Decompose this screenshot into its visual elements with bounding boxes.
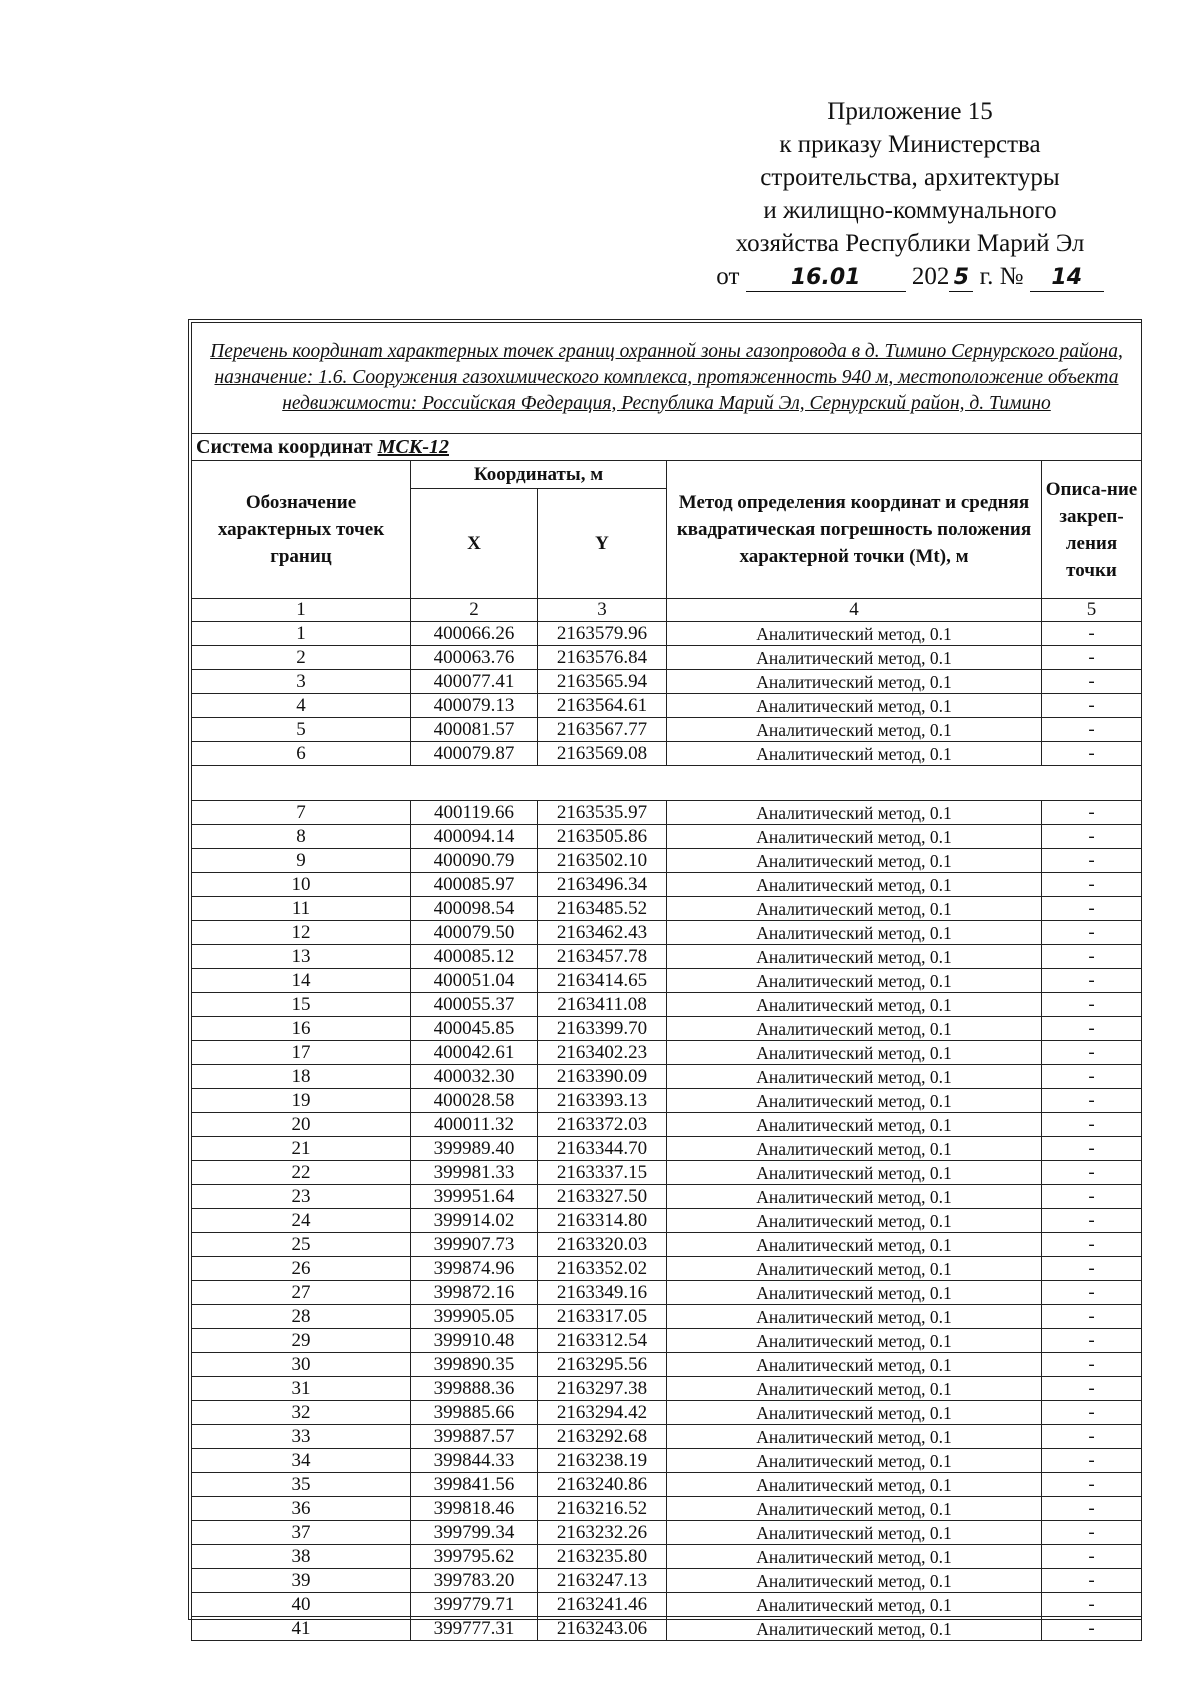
- cell-coord-y: 2163535.97: [538, 801, 667, 825]
- cell-coord-y: 2163243.06: [538, 1617, 667, 1641]
- cell-coord-x: 399890.35: [411, 1353, 538, 1377]
- cell-description: -: [1042, 1161, 1142, 1185]
- cell-coord-y: 2163564.61: [538, 694, 667, 718]
- cell-description: -: [1042, 1017, 1142, 1041]
- cell-point-number: 5: [192, 718, 411, 742]
- cell-description: -: [1042, 718, 1142, 742]
- table-row: [192, 969, 1142, 993]
- cell-point-number: 31: [192, 1377, 411, 1401]
- table-row: [192, 742, 1142, 766]
- cell-coord-y: 2163295.56: [538, 1353, 667, 1377]
- cell-point-number: 18: [192, 1065, 411, 1089]
- cell-coord-y: 2163352.02: [538, 1257, 667, 1281]
- cell-method: Аналитический метод, 0.1: [667, 1401, 1042, 1425]
- cell-point-number: 30: [192, 1353, 411, 1377]
- order-year-prefix: 202: [911, 263, 950, 290]
- column-number-row: [192, 599, 1142, 622]
- cell-description: -: [1042, 742, 1142, 766]
- cell-coord-y: 2163569.08: [538, 742, 667, 766]
- cell-description: -: [1042, 1353, 1142, 1377]
- cell-point-number: 10: [192, 873, 411, 897]
- cell-coord-x: 400045.85: [411, 1017, 538, 1041]
- header-line-3: строительства, архитектуры: [760, 164, 1060, 191]
- cell-method: Аналитический метод, 0.1: [667, 1545, 1042, 1569]
- cell-point-number: 19: [192, 1089, 411, 1113]
- cell-description: -: [1042, 1425, 1142, 1449]
- cell-coord-y: 2163216.52: [538, 1497, 667, 1521]
- cell-coord-y: 2163344.70: [538, 1137, 667, 1161]
- cell-coord-y: 2163457.78: [538, 945, 667, 969]
- cell-coord-y: 2163402.23: [538, 1041, 667, 1065]
- cell-coord-x: 400032.30: [411, 1065, 538, 1089]
- cell-point-number: 20: [192, 1113, 411, 1137]
- column-number: 5: [1042, 599, 1142, 622]
- cell-coord-y: 2163235.80: [538, 1545, 667, 1569]
- table-row: [192, 622, 1142, 646]
- cell-method: Аналитический метод, 0.1: [667, 1305, 1042, 1329]
- cell-method: Аналитический метод, 0.1: [667, 646, 1042, 670]
- coordinates-table: [191, 322, 1142, 1641]
- cell-method: Аналитический метод, 0.1: [667, 1593, 1042, 1617]
- cell-coord-x: 399885.66: [411, 1401, 538, 1425]
- table-row: [192, 1017, 1142, 1041]
- header-line-4: и жилищно-коммунального: [763, 197, 1057, 224]
- cell-description: -: [1042, 1449, 1142, 1473]
- table-row: [192, 694, 1142, 718]
- cell-coord-x: 399981.33: [411, 1161, 538, 1185]
- cell-point-number: 6: [192, 742, 411, 766]
- table-row: [192, 1377, 1142, 1401]
- table-row: [192, 1401, 1142, 1425]
- col-header-coordinates: Координаты, м: [411, 461, 667, 489]
- cell-coord-x: 400079.50: [411, 921, 538, 945]
- cell-description: -: [1042, 1089, 1142, 1113]
- cell-coord-y: 2163399.70: [538, 1017, 667, 1041]
- cell-coord-x: 399783.20: [411, 1569, 538, 1593]
- cell-description: -: [1042, 1305, 1142, 1329]
- cell-method: Аналитический метод, 0.1: [667, 1569, 1042, 1593]
- table-row: [192, 718, 1142, 742]
- cell-coord-y: 2163462.43: [538, 921, 667, 945]
- table-row: [192, 873, 1142, 897]
- cell-point-number: 27: [192, 1281, 411, 1305]
- cell-description: -: [1042, 1185, 1142, 1209]
- cell-coord-x: 399844.33: [411, 1449, 538, 1473]
- cell-coord-x: 399910.48: [411, 1329, 538, 1353]
- table-row: [192, 1281, 1142, 1305]
- order-number: 14: [1030, 265, 1104, 292]
- cell-coord-x: 399841.56: [411, 1473, 538, 1497]
- table-row: [192, 921, 1142, 945]
- cell-point-number: 16: [192, 1017, 411, 1041]
- col-header-point: Обозначение характерных точек границ: [192, 461, 411, 599]
- cell-coord-x: 400079.13: [411, 694, 538, 718]
- cell-coord-y: 2163390.09: [538, 1065, 667, 1089]
- group-separator-row: [192, 766, 1142, 801]
- cell-point-number: 40: [192, 1593, 411, 1617]
- cell-coord-x: 400011.32: [411, 1113, 538, 1137]
- cell-method: Аналитический метод, 0.1: [667, 1161, 1042, 1185]
- cell-description: -: [1042, 825, 1142, 849]
- table-row: [192, 1329, 1142, 1353]
- cell-point-number: 28: [192, 1305, 411, 1329]
- cell-coord-x: 400077.41: [411, 670, 538, 694]
- table-row: [192, 849, 1142, 873]
- cell-point-number: 38: [192, 1545, 411, 1569]
- document-header: [690, 95, 1130, 293]
- cell-point-number: 17: [192, 1041, 411, 1065]
- cell-point-number: 12: [192, 921, 411, 945]
- cell-coord-x: 400028.58: [411, 1089, 538, 1113]
- cell-method: Аналитический метод, 0.1: [667, 1281, 1042, 1305]
- table-row: [192, 1305, 1142, 1329]
- cell-description: -: [1042, 670, 1142, 694]
- cell-coord-x: 399799.34: [411, 1521, 538, 1545]
- cell-method: Аналитический метод, 0.1: [667, 1377, 1042, 1401]
- cell-coord-y: 2163576.84: [538, 646, 667, 670]
- cell-description: -: [1042, 1545, 1142, 1569]
- cell-coord-y: 2163240.86: [538, 1473, 667, 1497]
- table-title: Перечень координат характерных точек границ охранной зоны газопровода в д. Тимино Сернурского района, назначение: 1.6. Сооружения газохимического комплекса, протяженность 940 м, местоположение объекта недвижимости: Российская Федерация, Республика Марий Эл, Сернурский район, д. Тимино: [192, 323, 1142, 434]
- cell-point-number: 2: [192, 646, 411, 670]
- column-number: 4: [667, 599, 1042, 622]
- cell-point-number: 26: [192, 1257, 411, 1281]
- cell-method: Аналитический метод, 0.1: [667, 1617, 1042, 1641]
- cell-coord-x: 399872.16: [411, 1281, 538, 1305]
- cell-coord-y: 2163241.46: [538, 1593, 667, 1617]
- header-line-2: к приказу Министерства: [779, 131, 1041, 158]
- cell-description: -: [1042, 1065, 1142, 1089]
- cell-method: Аналитический метод, 0.1: [667, 1089, 1042, 1113]
- col-header-x: X: [411, 489, 538, 599]
- column-number: 3: [538, 599, 667, 622]
- cell-coord-x: 399887.57: [411, 1425, 538, 1449]
- cell-coord-x: 399914.02: [411, 1209, 538, 1233]
- cell-description: -: [1042, 1593, 1142, 1617]
- cell-point-number: 32: [192, 1401, 411, 1425]
- cell-coord-x: 399888.36: [411, 1377, 538, 1401]
- cell-point-number: 41: [192, 1617, 411, 1641]
- cell-coord-y: 2163496.34: [538, 873, 667, 897]
- cell-description: -: [1042, 1209, 1142, 1233]
- cell-description: -: [1042, 646, 1142, 670]
- table-row: [192, 1185, 1142, 1209]
- table-row: [192, 1161, 1142, 1185]
- col-header-y: Y: [538, 489, 667, 599]
- cell-coord-y: 2163372.03: [538, 1113, 667, 1137]
- cell-method: Аналитический метод, 0.1: [667, 921, 1042, 945]
- cell-description: -: [1042, 1497, 1142, 1521]
- cell-description: -: [1042, 873, 1142, 897]
- table-row: [192, 1041, 1142, 1065]
- cell-coord-x: 399818.46: [411, 1497, 538, 1521]
- cell-method: Аналитический метод, 0.1: [667, 1113, 1042, 1137]
- cell-point-number: 8: [192, 825, 411, 849]
- table-row: [192, 1545, 1142, 1569]
- cell-method: Аналитический метод, 0.1: [667, 1521, 1042, 1545]
- cell-method: Аналитический метод, 0.1: [667, 1449, 1042, 1473]
- cell-description: -: [1042, 622, 1142, 646]
- cell-coord-x: 400090.79: [411, 849, 538, 873]
- cell-description: -: [1042, 1377, 1142, 1401]
- cell-coord-y: 2163232.26: [538, 1521, 667, 1545]
- column-number: 2: [411, 599, 538, 622]
- cell-coord-x: 400119.66: [411, 801, 538, 825]
- table-row: [192, 825, 1142, 849]
- cell-point-number: 22: [192, 1161, 411, 1185]
- cell-description: -: [1042, 1257, 1142, 1281]
- cell-point-number: 37: [192, 1521, 411, 1545]
- cell-coord-x: 400079.87: [411, 742, 538, 766]
- cell-coord-x: 400081.57: [411, 718, 538, 742]
- cell-point-number: 23: [192, 1185, 411, 1209]
- cell-coord-x: 400094.14: [411, 825, 538, 849]
- table-row: [192, 1113, 1142, 1137]
- cell-description: -: [1042, 1521, 1142, 1545]
- cell-coord-y: 2163297.38: [538, 1377, 667, 1401]
- cell-coord-y: 2163485.52: [538, 897, 667, 921]
- table-row: [192, 1137, 1142, 1161]
- cell-description: -: [1042, 1041, 1142, 1065]
- cell-method: Аналитический метод, 0.1: [667, 1425, 1042, 1449]
- table-row: [192, 1593, 1142, 1617]
- table-row: [192, 646, 1142, 670]
- coordinate-system-row: [192, 434, 1142, 461]
- cell-coord-y: 2163312.54: [538, 1329, 667, 1353]
- cell-coord-x: 400042.61: [411, 1041, 538, 1065]
- cell-method: Аналитический метод, 0.1: [667, 873, 1042, 897]
- table-row: [192, 1257, 1142, 1281]
- cell-coord-x: 400063.76: [411, 646, 538, 670]
- cell-coord-y: 2163314.80: [538, 1209, 667, 1233]
- table-row: [192, 1497, 1142, 1521]
- cell-method: Аналитический метод, 0.1: [667, 1209, 1042, 1233]
- cell-coord-x: 399905.05: [411, 1305, 538, 1329]
- cell-method: Аналитический метод, 0.1: [667, 1353, 1042, 1377]
- cell-point-number: 15: [192, 993, 411, 1017]
- cell-coord-x: 399874.96: [411, 1257, 538, 1281]
- table-row: [192, 1089, 1142, 1113]
- cell-description: -: [1042, 897, 1142, 921]
- table-row: [192, 1425, 1142, 1449]
- cell-point-number: 21: [192, 1137, 411, 1161]
- table-row: [192, 945, 1142, 969]
- group-separator-cell: [192, 766, 1142, 801]
- cell-description: -: [1042, 694, 1142, 718]
- cell-method: Аналитический метод, 0.1: [667, 718, 1042, 742]
- cell-point-number: 39: [192, 1569, 411, 1593]
- cell-coord-y: 2163327.50: [538, 1185, 667, 1209]
- table-row: [192, 1521, 1142, 1545]
- cell-method: Аналитический метод, 0.1: [667, 825, 1042, 849]
- cell-method: Аналитический метод, 0.1: [667, 1233, 1042, 1257]
- header-line-1: Приложение 15: [827, 98, 993, 125]
- cell-coord-x: 400085.12: [411, 945, 538, 969]
- cell-point-number: 36: [192, 1497, 411, 1521]
- cell-description: -: [1042, 801, 1142, 825]
- header-line-5: хозяйства Республики Марий Эл: [735, 230, 1085, 257]
- table-row: [192, 670, 1142, 694]
- cell-coord-y: 2163411.08: [538, 993, 667, 1017]
- cell-point-number: 4: [192, 694, 411, 718]
- cell-point-number: 33: [192, 1425, 411, 1449]
- cell-method: Аналитический метод, 0.1: [667, 1257, 1042, 1281]
- table-row: [192, 897, 1142, 921]
- cell-point-number: 1: [192, 622, 411, 646]
- coordinate-system-label: Система координат: [196, 435, 373, 458]
- cell-coord-y: 2163349.16: [538, 1281, 667, 1305]
- cell-coord-y: 2163393.13: [538, 1089, 667, 1113]
- cell-coord-y: 2163567.77: [538, 718, 667, 742]
- cell-coord-x: 400055.37: [411, 993, 538, 1017]
- cell-method: Аналитический метод, 0.1: [667, 694, 1042, 718]
- cell-coord-y: 2163414.65: [538, 969, 667, 993]
- cell-point-number: 11: [192, 897, 411, 921]
- cell-method: Аналитический метод, 0.1: [667, 801, 1042, 825]
- cell-description: -: [1042, 1281, 1142, 1305]
- cell-method: Аналитический метод, 0.1: [667, 849, 1042, 873]
- cell-coord-y: 2163579.96: [538, 622, 667, 646]
- cell-point-number: 13: [192, 945, 411, 969]
- table-row: [192, 1473, 1142, 1497]
- column-number: 1: [192, 599, 411, 622]
- cell-point-number: 34: [192, 1449, 411, 1473]
- cell-point-number: 14: [192, 969, 411, 993]
- cell-coord-y: 2163294.42: [538, 1401, 667, 1425]
- cell-method: Аналитический метод, 0.1: [667, 1017, 1042, 1041]
- cell-coord-y: 2163247.13: [538, 1569, 667, 1593]
- cell-description: -: [1042, 969, 1142, 993]
- cell-coord-y: 2163505.86: [538, 825, 667, 849]
- cell-method: Аналитический метод, 0.1: [667, 1137, 1042, 1161]
- cell-description: -: [1042, 1233, 1142, 1257]
- cell-method: Аналитический метод, 0.1: [667, 1473, 1042, 1497]
- cell-description: -: [1042, 1569, 1142, 1593]
- table-row: [192, 1449, 1142, 1473]
- cell-method: Аналитический метод, 0.1: [667, 945, 1042, 969]
- cell-method: Аналитический метод, 0.1: [667, 670, 1042, 694]
- order-mid: г. №: [979, 263, 1024, 290]
- cell-method: Аналитический метод, 0.1: [667, 897, 1042, 921]
- cell-coord-y: 2163502.10: [538, 849, 667, 873]
- cell-coord-x: 400066.26: [411, 622, 538, 646]
- cell-point-number: 35: [192, 1473, 411, 1497]
- cell-method: Аналитический метод, 0.1: [667, 969, 1042, 993]
- coordinate-system-name: МСК-12: [377, 435, 449, 458]
- table-row: [192, 1569, 1142, 1593]
- table-row: [192, 1233, 1142, 1257]
- cell-coord-y: 2163292.68: [538, 1425, 667, 1449]
- order-date: 16.01: [746, 265, 906, 292]
- table-row: [192, 1617, 1142, 1641]
- cell-method: Аналитический метод, 0.1: [667, 1185, 1042, 1209]
- cell-method: Аналитический метод, 0.1: [667, 622, 1042, 646]
- cell-point-number: 9: [192, 849, 411, 873]
- cell-method: Аналитический метод, 0.1: [667, 1497, 1042, 1521]
- cell-method: Аналитический метод, 0.1: [667, 1065, 1042, 1089]
- order-prefix: от: [716, 263, 740, 290]
- col-header-method: Метод определения координат и средняя квадратическая погрешность положения характерной точки (Mt), м: [667, 461, 1042, 599]
- cell-description: -: [1042, 1329, 1142, 1353]
- cell-point-number: 29: [192, 1329, 411, 1353]
- cell-point-number: 3: [192, 670, 411, 694]
- col-header-description: Описа-ние закреп-ления точки: [1042, 461, 1142, 599]
- cell-method: Аналитический метод, 0.1: [667, 742, 1042, 766]
- table-row: [192, 993, 1142, 1017]
- cell-point-number: 25: [192, 1233, 411, 1257]
- cell-description: -: [1042, 1617, 1142, 1641]
- cell-point-number: 7: [192, 801, 411, 825]
- cell-coord-x: 399907.73: [411, 1233, 538, 1257]
- cell-coord-y: 2163565.94: [538, 670, 667, 694]
- cell-coord-x: 399777.31: [411, 1617, 538, 1641]
- cell-coord-x: 399951.64: [411, 1185, 538, 1209]
- cell-coord-y: 2163337.15: [538, 1161, 667, 1185]
- cell-method: Аналитический метод, 0.1: [667, 1329, 1042, 1353]
- cell-description: -: [1042, 945, 1142, 969]
- cell-coord-y: 2163320.03: [538, 1233, 667, 1257]
- cell-method: Аналитический метод, 0.1: [667, 1041, 1042, 1065]
- cell-description: -: [1042, 993, 1142, 1017]
- cell-coord-x: 400051.04: [411, 969, 538, 993]
- cell-coord-y: 2163238.19: [538, 1449, 667, 1473]
- cell-coord-x: 400085.97: [411, 873, 538, 897]
- table-row: [192, 1209, 1142, 1233]
- cell-description: -: [1042, 849, 1142, 873]
- cell-coord-x: 400098.54: [411, 897, 538, 921]
- cell-coord-y: 2163317.05: [538, 1305, 667, 1329]
- cell-description: -: [1042, 921, 1142, 945]
- cell-coord-x: 399989.40: [411, 1137, 538, 1161]
- table-row: [192, 1353, 1142, 1377]
- cell-method: Аналитический метод, 0.1: [667, 993, 1042, 1017]
- cell-coord-x: 399779.71: [411, 1593, 538, 1617]
- cell-description: -: [1042, 1137, 1142, 1161]
- table-row: [192, 1065, 1142, 1089]
- cell-description: -: [1042, 1113, 1142, 1137]
- table-row: [192, 801, 1142, 825]
- cell-coord-x: 399795.62: [411, 1545, 538, 1569]
- cell-description: -: [1042, 1401, 1142, 1425]
- cell-point-number: 24: [192, 1209, 411, 1233]
- cell-description: -: [1042, 1473, 1142, 1497]
- order-year-digit: 5: [949, 265, 973, 292]
- order-line: [690, 260, 1130, 293]
